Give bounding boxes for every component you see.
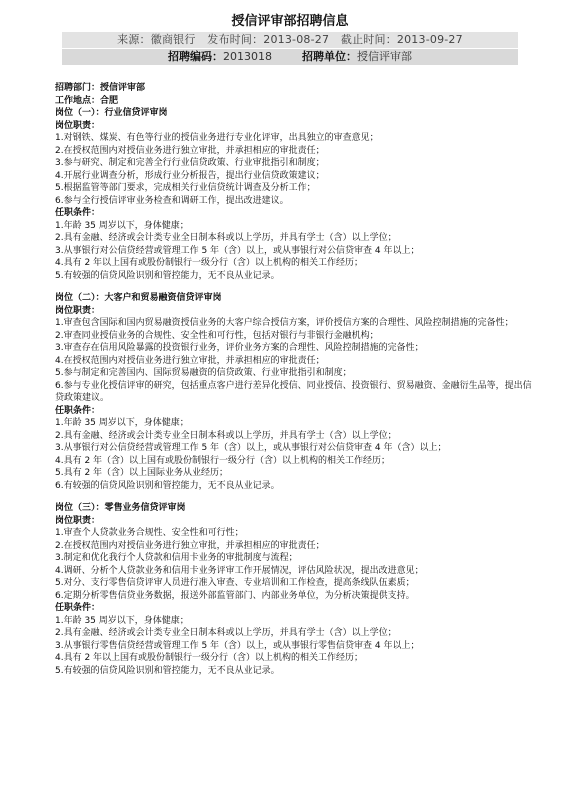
- requirement-item: 3.从事银行零售信贷经营或管理工作 5 年（含）以上，或从事银行零售信贷审查 4 年以上；: [55, 640, 420, 651]
- source-text: 来源：徽商银行: [117, 33, 196, 46]
- duty-item: 3.审查存在信用风险暴露的投资银行业务，评价业务方案的合理性、风险控制措施的完备性；: [55, 343, 424, 353]
- duty-item: 2.在授权范围内对授信业务进行独立审批，并承担相应的审批责任；: [55, 145, 325, 156]
- duty-item: 5.参与制定和完善国内、国际贸易融资的信贷政策、行业审批指引和制度；: [55, 368, 352, 378]
- recruit-code-bar: [62, 49, 518, 65]
- recruit-dept: 招聘部门：授信评审部: [55, 83, 146, 93]
- duty-item: 3.参与研究、制定和完善全行行业信贷政策、行业审批指引和制度；: [55, 158, 325, 168]
- duty-item: 3.制定和优化我行个人贷款和信用卡业务的审批制度与流程；: [55, 553, 298, 563]
- duty-item: 1.对钢铁、煤炭、有色等行业的授信业务进行专业化评审，出具独立的审查意见；: [55, 133, 379, 143]
- duties-label: 岗位职责：: [55, 305, 101, 316]
- requirement-item: 4.具有 2 年以上国有或股份制银行一级分行（含）以上机构的相关工作经历；: [55, 258, 364, 268]
- meta-info-bar: [62, 32, 518, 48]
- requirement-item: 2.具有金融、经济或会计类专业全日制本科或以上学历，并具有学士（含）以上学位；: [55, 628, 397, 638]
- unit-label: 招聘单位：: [302, 50, 357, 63]
- deadline-date: 截止时间：2013-09-27: [340, 33, 463, 46]
- unit-value: 授信评审部: [357, 50, 412, 63]
- notice-body: [55, 82, 535, 677]
- duty-item: 5.对分、支行零售信贷评审人员进行准入审查、专业培训和工作检查，提高条线队伍素质；: [55, 578, 415, 588]
- requirement-item: 4.具有 2 年（含）以上国有或股份制银行一级分行（含）以上机构的相关工作经历；: [55, 455, 391, 466]
- duty-item: 2.审查同业授信业务的合规性、安全性和可行性，包括对银行与非银行金融机构；: [55, 330, 379, 341]
- code-value: 2013018: [223, 50, 272, 63]
- requirement-item: 5.有较强的信贷风险识别和管控能力，无不良从业记录。: [55, 270, 280, 281]
- position-title: 岗位（三）：零售业务信贷评审岗: [55, 503, 186, 513]
- duty-item: 4.调研、分析个人贷款业务和信用卡业务评审工作开展情况，评估风险状况，提出改进意见；: [55, 565, 424, 576]
- duties-label: 岗位职责：: [55, 120, 101, 131]
- duties-label: 岗位职责：: [55, 515, 101, 526]
- requirement-item: 5.具有 2 年（含）以上国际业务从业经历；: [55, 468, 229, 478]
- publish-date: 发布时间：2013-08-27: [207, 33, 330, 46]
- duty-item: 6.参与全行授信评审业务检查和调研工作，提出改进建议。: [55, 195, 289, 206]
- requirement-item: 2.具有金融、经济或会计类专业全日制本科或以上学历，并具有学士（含）以上学位；: [55, 430, 397, 441]
- requirement-item: 3.从事银行对公信贷经营或管理工作 5 年（含）以上，或从事银行对公信贷审查 4 年以上；: [55, 245, 420, 256]
- duty-item: 6.定期分析零售信贷业务数据，报送外部监管部门、内部业务单位，为分析决策提供支持。: [55, 590, 415, 601]
- duty-item: 5.根据监管等部门要求，完成相关行业信贷统计调查及分析工作；: [55, 183, 316, 193]
- work-location: 工作地点：合肥: [55, 95, 119, 106]
- position-title: 岗位（一）：行业信贷评审岗: [55, 108, 168, 118]
- position-title: 岗位（二）：大客户和贸易融资信贷评审岗: [55, 293, 222, 303]
- requirement-item: 3.从事银行对公信贷经营或管理工作 5 年（含）以上，或从事银行对公信贷审查 4 年（含）以上；: [55, 443, 447, 453]
- requirement-item: 2.具有金融、经济或会计类专业全日制本科或以上学历，并具有学士（含）以上学位；: [55, 233, 397, 243]
- requirements-label: 任职条件：: [55, 603, 101, 613]
- duty-item: 6.参与专业化授信评审的研究，包括重点客户进行差异化授信、同业授信、投资银行、贸易融资、金融衍生品等，提出信贷政策建议。: [55, 380, 532, 403]
- duty-item: 2.在授权范围内对授信业务进行独立审批，并承担相应的审批责任；: [55, 540, 325, 551]
- requirements-label: 任职条件：: [55, 208, 101, 218]
- requirement-item: 1.年龄 35 周岁以下，身体健康；: [55, 418, 189, 428]
- requirements-label: 任职条件：: [55, 405, 101, 416]
- duty-item: 1.审查个人贷款业务合规性、安全性和可行性；: [55, 528, 244, 538]
- requirement-item: 4.具有 2 年以上国有或股份制银行一级分行（含）以上机构的相关工作经历；: [55, 653, 364, 663]
- requirement-item: 6.有较强的信贷风险识别和管控能力，无不良从业记录。: [55, 480, 280, 491]
- requirement-item: 1.年龄 35 周岁以下，身体健康；: [55, 220, 189, 231]
- page-title: 授信评审部招聘信息: [231, 14, 349, 29]
- requirement-item: 5.有较强的信贷风险识别和管控能力，无不良从业记录。: [55, 665, 280, 676]
- duty-item: 4.在授权范围内对授信业务进行独立审批，并承担相应的审批责任；: [55, 355, 325, 366]
- requirement-item: 1.年龄 35 周岁以下，身体健康；: [55, 615, 189, 626]
- duty-item: 4.开展行业调查分析，形成行业分析报告，提出行业信贷政策建议；: [55, 170, 325, 181]
- code-label: 招聘编码：: [168, 50, 223, 63]
- duty-item: 1.审查包含国际和国内贸易融资授信业务的大客户综合授信方案，评价授信方案的合理性、风险控制措施的完备性；: [55, 318, 514, 328]
